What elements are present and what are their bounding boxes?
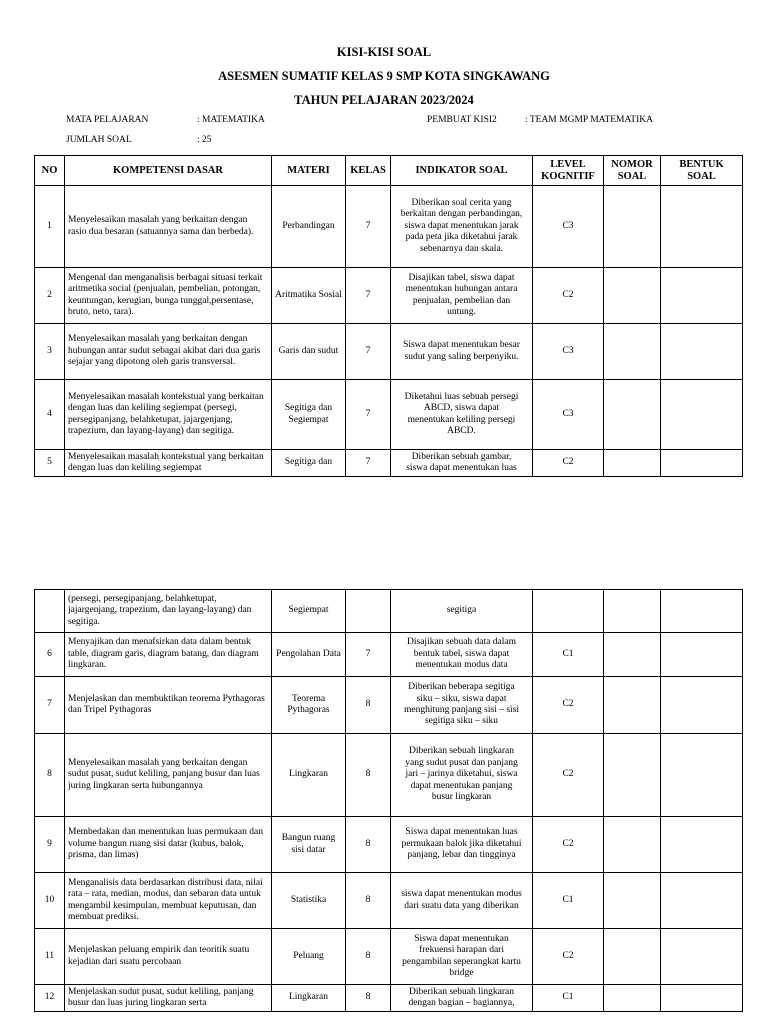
indicator-text: siswa dapat menentukan modus dari suatu data yang diberikan bbox=[401, 889, 522, 911]
question-count-value: : 25 bbox=[197, 135, 212, 145]
cognitive-level-cell: C1 bbox=[533, 633, 604, 677]
question-form-cell bbox=[661, 590, 743, 633]
bentuk-header-line2: SOAL bbox=[687, 170, 716, 182]
grade-cell: 8 bbox=[346, 817, 391, 873]
row-number: 12 bbox=[35, 985, 65, 1012]
question-form-cell bbox=[661, 929, 743, 985]
competency-text: Menyajikan dan menafsirkan data dalam bentuk table, diagram garis, diagram batang, dan diagram lingkaran. bbox=[68, 637, 259, 671]
column-header-kompetensi: KOMPETENSI DASAR bbox=[65, 156, 272, 186]
grade-cell bbox=[346, 590, 391, 633]
question-form-cell bbox=[661, 268, 743, 324]
indicator-cell bbox=[391, 380, 533, 450]
competency-cell bbox=[65, 817, 272, 873]
question-number-cell bbox=[604, 450, 661, 477]
indicator-cell bbox=[391, 324, 533, 380]
row-number: 4 bbox=[35, 380, 65, 450]
cognitive-level-cell: C3 bbox=[533, 186, 604, 268]
indicator-cell bbox=[391, 985, 533, 1012]
competency-text: Menjelaskan sudut pusat, sudut keliling, panjang busur dan luas juring lingkaran serta bbox=[68, 986, 254, 1008]
cognitive-level-cell: C2 bbox=[533, 677, 604, 734]
header-row bbox=[35, 156, 743, 186]
table-row bbox=[35, 324, 743, 380]
material-cell: Aritmatika Sosial bbox=[272, 268, 346, 324]
question-number-cell bbox=[604, 380, 661, 450]
column-header-nomor bbox=[604, 156, 661, 186]
indicator-cell bbox=[391, 450, 533, 477]
indicator-text: Diberikan sebuah lingkaran yang sudut pusat dan panjang jari – jarinya diketahui, siswa dapat menentukan panjang busur lingkaran bbox=[405, 746, 518, 803]
row-number: 9 bbox=[35, 817, 65, 873]
indicator-cell bbox=[391, 734, 533, 817]
table-row bbox=[35, 633, 743, 677]
table-row bbox=[35, 450, 743, 477]
question-form-cell bbox=[661, 380, 743, 450]
table-row bbox=[35, 817, 743, 873]
row-number: 2 bbox=[35, 268, 65, 324]
competency-cell bbox=[65, 186, 272, 268]
competency-text: Membedakan dan menentukan luas permukaan dan volume bangun ruang sisi datar (kubus, balok, prisma, dan limas) bbox=[68, 827, 263, 861]
indicator-text: segitiga bbox=[446, 605, 477, 616]
indicator-text: Diketahui luas sebuah persegi ABCD, siswa dapat menentukan keliling persegi ABCD. bbox=[404, 391, 519, 436]
table-row bbox=[35, 380, 743, 450]
indicator-text: Diberikan soal cerita yang berkaitan dengan perbandingan, siswa dapat menentukan jarak pada peta jika diketahui jarak sebenarnya dan skala. bbox=[400, 197, 523, 254]
indicator-cell bbox=[391, 677, 533, 734]
question-form-cell bbox=[661, 677, 743, 734]
column-header-no: NO bbox=[35, 156, 65, 186]
author-value: : TEAM MGMP MATEMATIKA bbox=[525, 115, 653, 125]
grade-cell: 8 bbox=[346, 985, 391, 1012]
row-number: 1 bbox=[35, 186, 65, 268]
table-row bbox=[35, 873, 743, 929]
row-number: 7 bbox=[35, 677, 65, 734]
competency-text: (persegi, persegipanjang, belahketupat, jajargenjang, trapezium, dan layang-layang) dan segitiga. bbox=[68, 593, 252, 627]
grade-cell: 7 bbox=[346, 268, 391, 324]
competency-text: Menjelaskan dan membuktikan teorema Pythagoras dan Tripel Pythagoras bbox=[68, 693, 265, 715]
question-number-cell bbox=[604, 677, 661, 734]
cognitive-level-cell: C2 bbox=[533, 268, 604, 324]
question-count-label: JUMLAH SOAL bbox=[66, 135, 132, 145]
competency-cell bbox=[65, 929, 272, 985]
question-number-cell bbox=[604, 186, 661, 268]
author-label: PEMBUAT KISI2 bbox=[427, 115, 497, 125]
question-form-cell bbox=[661, 633, 743, 677]
level-header-line1: LEVEL bbox=[550, 159, 586, 170]
material-cell: Statistika bbox=[272, 873, 346, 929]
question-form-cell bbox=[661, 450, 743, 477]
cognitive-level-cell: C2 bbox=[533, 450, 604, 477]
indicator-text: Disajikan tabel, siswa dapat menentukan hubungan antara penjualan, pembelian dan untung. bbox=[405, 272, 518, 317]
question-form-cell bbox=[661, 324, 743, 380]
competency-cell bbox=[65, 677, 272, 734]
indicator-text: Siswa dapat menentukan frekuensi harapan dari pengambilan seperangkat kartu bridge bbox=[402, 933, 521, 978]
competency-text: Menyelesaikan masalah yang berkaitan dengan sudut pusat, sudut keliling, panjang busur dan luas juring lingkaran serta hubungannya bbox=[68, 757, 260, 791]
competency-cell bbox=[65, 734, 272, 817]
question-form-cell bbox=[661, 186, 743, 268]
row-number: 11 bbox=[35, 929, 65, 985]
material-cell: Segitiga dan bbox=[272, 450, 346, 477]
document-subtitle: ASESMEN SUMATIF KELAS 9 SMP KOTA SINGKAWANG bbox=[218, 69, 550, 83]
indicator-cell bbox=[391, 633, 533, 677]
cognitive-level-cell: C2 bbox=[533, 817, 604, 873]
column-header-indikator: INDIKATOR SOAL bbox=[391, 156, 533, 186]
academic-year: TAHUN PELAJARAN 2023/2024 bbox=[294, 93, 474, 107]
cognitive-level-cell: C3 bbox=[533, 380, 604, 450]
competency-text: Menyelesaikan masalah kontekstual yang berkaitan dengan luas dan keliling segiempat (persegi, persegipanjang, belahketupat, jajargenjang, trapezium, dan layang-layang) dan segitiga. bbox=[68, 391, 264, 436]
subject-value: : MATEMATIKA bbox=[197, 115, 265, 125]
nomor-header-line2: SOAL bbox=[617, 170, 647, 182]
nomor-header-line1: NOMOR bbox=[611, 159, 653, 170]
grade-cell: 7 bbox=[346, 633, 391, 677]
indicator-text: Disajikan sebuah data dalam bentuk tabel, siswa dapat menentukan modus data bbox=[407, 637, 516, 671]
indicator-cell bbox=[391, 817, 533, 873]
competency-cell bbox=[65, 633, 272, 677]
indicator-cell bbox=[391, 929, 533, 985]
bentuk-header-line1: BENTUK bbox=[679, 159, 724, 170]
indicator-text: Diberikan sebuah lingkaran dengan bagian – bagiannya, bbox=[408, 986, 515, 1008]
cognitive-level-cell: C1 bbox=[533, 873, 604, 929]
grade-cell: 8 bbox=[346, 873, 391, 929]
subject-label: MATA PELAJARAN bbox=[66, 115, 149, 125]
indicator-cell bbox=[391, 186, 533, 268]
document-title: KISI-KISI SOAL bbox=[336, 45, 432, 59]
column-header-level bbox=[533, 156, 604, 186]
indicator-cell bbox=[391, 873, 533, 929]
row-number: 10 bbox=[35, 873, 65, 929]
indicator-text: Diberikan beberapa segitiga siku – siku, siswa dapat menghitung panjang sisi – sisi segitiga siku – siku bbox=[403, 682, 520, 727]
competency-text: Menganalisis data berdasarkan distribusi data, nilai rata – rata, median, modus, dan sebaran data untuk mengambil kesimpulan, membuat keputusan, dan membuat prediksi. bbox=[68, 877, 263, 922]
grade-cell: 7 bbox=[346, 186, 391, 268]
question-number-cell bbox=[604, 324, 661, 380]
table-row bbox=[35, 929, 743, 985]
material-cell: Teorema Pythagoras bbox=[272, 677, 346, 734]
cognitive-level-cell: C2 bbox=[533, 929, 604, 985]
grid-table-page1 bbox=[34, 155, 743, 477]
row-number: 8 bbox=[35, 734, 65, 817]
cognitive-level-cell: C3 bbox=[533, 324, 604, 380]
question-number-cell bbox=[604, 929, 661, 985]
competency-cell bbox=[65, 324, 272, 380]
material-cell: Garis dan sudut bbox=[272, 324, 346, 380]
grade-cell: 7 bbox=[346, 324, 391, 380]
grid-table-page2 bbox=[34, 589, 743, 1012]
competency-cell bbox=[65, 380, 272, 450]
row-number: 6 bbox=[35, 633, 65, 677]
column-header-materi: MATERI bbox=[272, 156, 346, 186]
indicator-cell bbox=[391, 590, 533, 633]
question-number-cell bbox=[604, 985, 661, 1012]
question-form-cell bbox=[661, 817, 743, 873]
question-number-cell bbox=[604, 817, 661, 873]
cognitive-level-cell: C2 bbox=[533, 734, 604, 817]
material-cell: Segitiga dan Segiempat bbox=[272, 380, 346, 450]
competency-text: Menjelaskan peluang empirik dan teoritik suatu kejadian dari suatu percobaan bbox=[68, 945, 250, 967]
cognitive-level-cell: C1 bbox=[533, 985, 604, 1012]
grade-cell: 8 bbox=[346, 734, 391, 817]
indicator-text: Siswa dapat menentukan besar sudut yang saling berpenyiku. bbox=[403, 340, 520, 362]
material-cell: Lingkaran bbox=[272, 985, 346, 1012]
competency-cell bbox=[65, 590, 272, 633]
grade-cell: 8 bbox=[346, 929, 391, 985]
table-row bbox=[35, 734, 743, 817]
question-number-cell bbox=[604, 633, 661, 677]
question-form-cell bbox=[661, 734, 743, 817]
competency-text: Menyelesaikan masalah yang berkaitan dengan rasio dua besaran (satuannya sama dan berbeda). bbox=[68, 215, 254, 237]
grade-cell: 8 bbox=[346, 677, 391, 734]
question-number-cell bbox=[604, 268, 661, 324]
material-cell: Segiempat bbox=[272, 590, 346, 633]
competency-cell bbox=[65, 450, 272, 477]
row-number: 5 bbox=[35, 450, 65, 477]
table-row bbox=[35, 590, 743, 633]
level-header-line2: KOGNITIF bbox=[541, 170, 595, 182]
grade-cell: 7 bbox=[346, 380, 391, 450]
competency-cell bbox=[65, 268, 272, 324]
competency-text: Mengenal dan menganalisis berbagai situasi terkait aritmetika social (penjualan, pembelian, potongan, keuntungan, kerugian, bunga tunggal,persentase, bruto, neto, tara). bbox=[68, 272, 263, 317]
cognitive-level-cell bbox=[533, 590, 604, 633]
row-number: 3 bbox=[35, 324, 65, 380]
competency-text: Menyelesaikan masalah yang berkaitan dengan hubungan antar sudut sebagai akibat dari dua garis sejajar yang dipotong oleh garis transversal. bbox=[68, 334, 261, 368]
material-cell: Perbandingan bbox=[272, 186, 346, 268]
material-cell: Peluang bbox=[272, 929, 346, 985]
table-row bbox=[35, 677, 743, 734]
table-row bbox=[35, 186, 743, 268]
question-number-cell bbox=[604, 734, 661, 817]
material-cell: Bangun ruang sisi datar bbox=[272, 817, 346, 873]
question-number-cell bbox=[604, 590, 661, 633]
column-header-bentuk bbox=[661, 156, 743, 186]
question-form-cell bbox=[661, 873, 743, 929]
material-cell: Pengolahan Data bbox=[272, 633, 346, 677]
column-header-kelas: KELAS bbox=[346, 156, 391, 186]
indicator-text: Siswa dapat menentukan luas permukaan balok jika diketahui panjang, lebar dan tingginya bbox=[401, 827, 522, 861]
material-cell: Lingkaran bbox=[272, 734, 346, 817]
competency-cell bbox=[65, 873, 272, 929]
row-number bbox=[35, 590, 65, 633]
grade-cell: 7 bbox=[346, 450, 391, 477]
competency-cell bbox=[65, 985, 272, 1012]
table-row bbox=[35, 985, 743, 1012]
indicator-cell bbox=[391, 268, 533, 324]
indicator-text: Diberikan sebuah gambar, siswa dapat menentukan luas bbox=[406, 451, 517, 473]
table-row bbox=[35, 268, 743, 324]
question-form-cell bbox=[661, 985, 743, 1012]
competency-text: Menyelesaikan masalah kontekstual yang berkaitan dengan luas dan keliling segiempat bbox=[68, 451, 264, 473]
question-number-cell bbox=[604, 873, 661, 929]
